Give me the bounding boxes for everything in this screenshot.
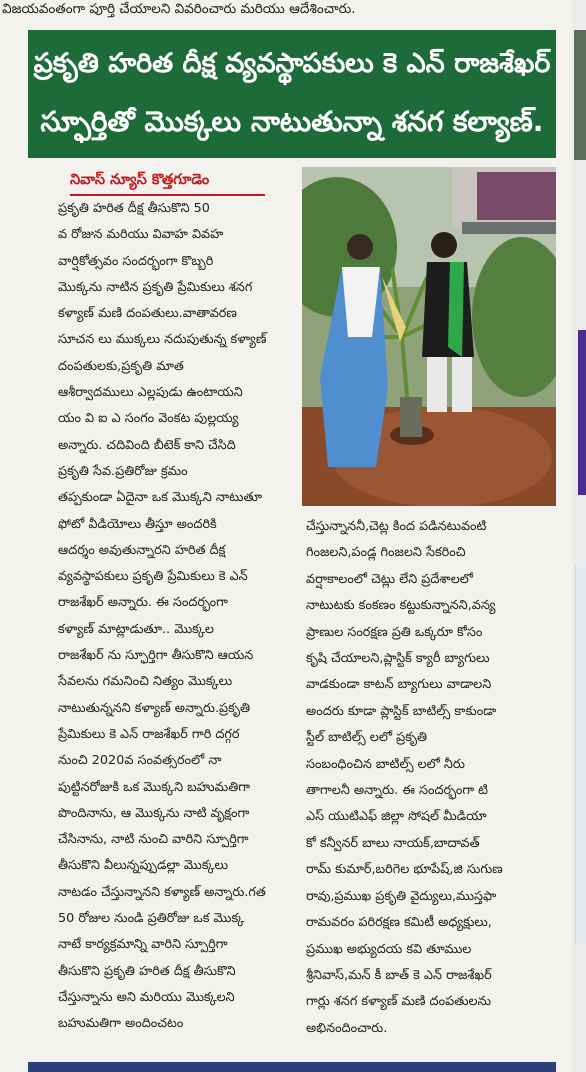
article-line: చేసినాను, నాటి నుంచి వారిని స్పూర్తిగా — [58, 832, 249, 848]
article-line: ప్రకృతి సేవ.ప్రతిరోజు క్రమం — [58, 463, 188, 479]
article-line: గింజలని,పండ్ల గింజలని సేకరించి — [306, 545, 466, 561]
article-line: ఫోటో వీడియోలు తీస్తూ అందరికి — [58, 516, 217, 532]
article-line: గార్లు శనగ కళ్యాణ్ మణి దంపతులను — [306, 994, 492, 1010]
article-line: పొందినాను, ఆ మొక్కను నాటి వృక్షంగా — [58, 805, 250, 821]
article-line: దంపతులకు,ప్రకృతి మాత — [58, 358, 184, 374]
headline-line-2: స్ఫూర్తితో మొక్కలు నాటుతున్నా శనగ కల్యాణ్. — [40, 105, 544, 138]
photo-illustration — [302, 167, 556, 506]
adjacent-page-strip — [572, 0, 586, 1072]
article-line: అభినందించారు. — [306, 1020, 388, 1036]
article-line: నాటుటకు కంకణం కట్టుకున్నానని,వన్య — [306, 598, 496, 614]
article-line: ప్రేమికులు కె ఎన్ రాజశేఖర్ గారి దగ్గర — [58, 726, 240, 742]
article-line: నుంచి 2020వ సంవత్సరంలో నా — [58, 753, 222, 769]
article-line: కృషి చేయాలని,ప్లాస్టిక్ క్యారీ బ్యాగులు — [306, 651, 490, 667]
article-line: రామవరం పరిరక్షణ కమిటీ అధ్యక్షులు, — [306, 915, 492, 931]
article-line: నాటే కార్యక్రమాన్ని వారిని స్పూర్తిగా — [58, 937, 228, 953]
article-line: బహుమతిగా అందించటం — [58, 1016, 184, 1032]
dateline — [70, 172, 280, 194]
article-left-column — [58, 196, 280, 1038]
article-line: మొక్కను నాటిన ప్రకృతి ప్రేమికులు శనగ — [58, 279, 253, 295]
article-line: కళ్యాణ్ మాట్లాడుతూ.. మొక్కల — [58, 621, 214, 637]
article-line: తీసుకొని వీలున్నప్పుడల్లా మొక్కలు — [58, 858, 229, 874]
article-line: వ రోజున మరియు వివాహ వివహ — [58, 227, 224, 243]
article-line: ఆదర్శం అవుతున్నారని హరిత దీక్ష — [58, 542, 226, 558]
article-line: ప్రకృతి హరిత దీక్ష తీసుకొని 50 — [58, 201, 210, 216]
article-line: నాటడం చేస్తున్నానని కళ్యాణ్ అన్నారు.గత — [58, 884, 266, 900]
article-line: రాజశేఖర్ ను స్ఫూర్తిగా తీసుకొని ఆయన — [58, 648, 254, 664]
article-line: అన్నారు. చదివింది బీటెక్ కాని చేసిది — [58, 437, 236, 453]
article-line: ఎస్ యుటిఎఫ్ జిల్లా సోషల్ మీడియా — [306, 809, 487, 825]
article-line: వార్షికోత్సవం సందర్భంగా కొబ్బరి — [58, 253, 214, 269]
article-line: తాగాలనీ అన్నారు. ఈ సందర్భంగా టి — [306, 783, 489, 799]
article-line: తప్పకుండా ఏదైనా ఒక మొక్కని నాటుతూ — [58, 490, 262, 506]
adjacent-box-fragment — [575, 565, 586, 945]
article-line: సేవలను గమనించి నిత్యం మొక్కలు — [58, 674, 233, 690]
article-line: ప్రాణుల సంరక్షణ ప్రతి ఒక్కరూ కోసం — [306, 624, 483, 640]
article-line: కో కన్వీనర్ బాలు నాయక్,బాదావత్ — [306, 835, 480, 851]
article-line: స్టీల్ బాటిల్స్ లలో ప్రకృతి — [306, 730, 428, 746]
article-line: రామ్ కుమార్,బరిగెల భూపేష్,జి సుగుణ — [306, 862, 503, 878]
article-line: 50 రోజుల నుండి ప్రతిరోజు ఒక మొక్క — [58, 911, 245, 927]
bottom-rule — [28, 1062, 556, 1072]
article-line: యం వి ఐ ఎ సంగం వెంకట పుల్లయ్య — [58, 411, 239, 427]
headline-line-1: ప్రకృతి హరిత దీక్ష వ్యవస్థాపకులు కె ఎన్ రాజశేఖర్ — [33, 48, 551, 79]
article-line: చేస్తున్నాను అని మరియు మొక్కలని — [58, 989, 235, 1005]
article-line: ప్రముఖ అభ్యుదయ కవి తూముల — [306, 941, 472, 957]
article-line: నాటుతున్ననని కళ్యాణ్ అన్నారు.ప్రకృతి — [58, 700, 250, 716]
article-line: అందరు కూడా ప్లాస్టిక్ బాటిల్స్ కాకుండా — [306, 703, 497, 719]
article-line: రాజశేఖర్ అన్నారు. ఈ సందర్భంగా — [58, 595, 228, 611]
article-line: రావు,ప్రముఖ ప్రకృతి వైద్యులు,ముస్తఫా — [306, 888, 497, 904]
headline-box — [28, 30, 556, 158]
article-line: కళ్యాణ్ మణి దంపతులు.వాతావరణ — [58, 306, 237, 322]
adjacent-color-bar — [578, 330, 586, 495]
article-line: పుట్టినరోజుకి ఒక మొక్కని బహుమతిగా — [58, 779, 251, 795]
article-line: చేస్తున్నాననీ,చెట్ల కింద పడినటువంటి — [306, 519, 487, 534]
article-line: శ్రీనివాస్,మన్ కీ బాత్ కె ఎన్ రాజశేఖర్ — [306, 967, 492, 983]
article-line: వర్షాకాలంలో చెట్లు లేని ప్రదేశాలలో — [306, 571, 473, 587]
article-line: సూచన లు ముక్కలు నదుపుతున్న కళ్యాణ్ — [58, 332, 267, 348]
article-line: వ్యవస్థాపకులు ప్రకృతి ప్రేమికులు కె ఎన్ — [58, 569, 248, 585]
article-photo — [302, 167, 556, 506]
article-line: సంబంధించిన బాటిల్స్ లలో నీరు — [306, 756, 465, 772]
article-right-column — [306, 514, 556, 1042]
article-line: తీసుకొని ప్రకృతి హరిత దీక్ష తీసుకొని — [58, 963, 236, 979]
article-line: ఆశీర్వాదములు ఎల్లపుడు ఉంటాయని — [58, 385, 243, 401]
article-line: వాడకుండా కాటన్ బ్యాగులు వాడాలని — [306, 677, 492, 693]
adjacent-photo-fragment — [574, 30, 586, 160]
top-text-line: విజయవంతంగా పూర్తి చేయాలని వివరించారు మరియు ఆదేశించారు. — [2, 1, 356, 17]
dateline-text: నివాస్ న్యూస్ కొత్తగూడెం — [70, 172, 210, 188]
